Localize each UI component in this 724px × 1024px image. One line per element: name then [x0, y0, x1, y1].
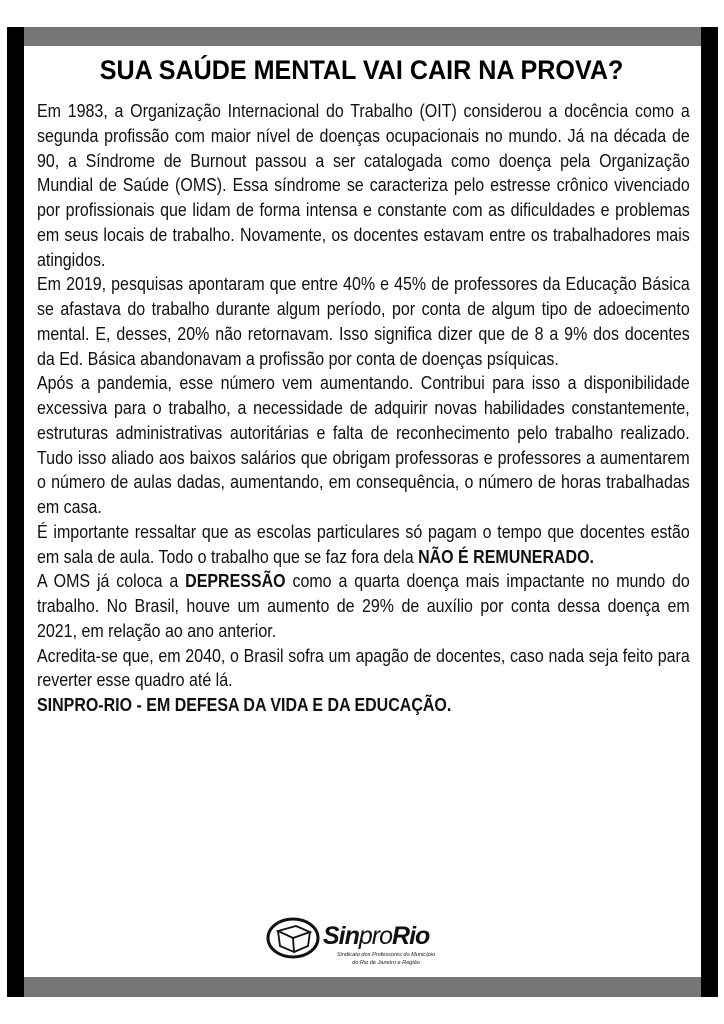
poster-title [24, 55, 700, 86]
paragraph-text: Acredita-se que, em 2040, o Brasil sofra um apagão de docentes, caso nada seja feito para reverter esse quadro até lá. [37, 644, 690, 691]
paragraph-text: como a quarta doença mais impactante no mundo do trabalho. No Brasil, houve um aumento de 29% de auxílio por conta dessa doença em 2021, em relação ao ano anterior. [37, 570, 690, 641]
logo-sin: Sin [323, 922, 359, 950]
poster-title-text: SUA SAÚDE MENTAL VAI CAIR NA PROVA? [100, 55, 624, 85]
paragraph-text: Em 1983, a Organização Internacional do Trabalho (OIT) considerou a docência como a segunda profissão com maior nível de doenças ocupacionais no mundo. Já na década de 90, a Síndrome de Burnout passou a ser catalogada como doença pela Organização Mundial de Saúde (OMS). Essa síndrome se caracteriza pelo estresse crônico vivenciado por profissionais que lidam de forma intensa e constante com as dificuldades e problemas em seus locais de trabalho. Novamente, os docentes estavam entre os trabalhadores mais atingidos. [37, 100, 690, 270]
paragraph-2040 [37, 644, 690, 694]
top-bar [24, 27, 701, 46]
emphasis-depressao: DEPRESSÃO [185, 570, 286, 592]
paragraph-text: Em 2019, pesquisas apontaram que entre 40% e 45% de professores da Educação Básica se afastava do trabalho durante algum período, por conta de algum tipo de adoecimento mental. E, desses, 20% não retornavam. Isso significa dizer que de 8 a 9% dos docentes da Ed. Básica abandonavam a profissão por conta de doenças psíquicas. [37, 273, 690, 369]
book-circle-icon [266, 916, 322, 960]
body-text [37, 99, 690, 718]
bottom-bar [24, 977, 701, 997]
paragraph-2019 [37, 272, 690, 371]
sinpro-rio-logo [266, 914, 456, 970]
closing-text: SINPRO-RIO - EM DEFESA DA VIDA E DA EDUCAÇÃO. [37, 694, 452, 715]
emphasis-nao-remunerado: NÃO É REMUNERADO. [418, 545, 594, 567]
paragraph-escolas [37, 520, 690, 570]
logo-rio: Rio [392, 922, 430, 950]
paragraph-oit [37, 99, 690, 272]
paragraph-text: É importante ressaltar que as escolas particulares só pagam o tempo que docentes estão em sala de aula. Todo o trabalho que se faz fora dela [37, 520, 690, 567]
paragraph-pandemia [37, 371, 690, 520]
paragraph-text: A OMS já coloca a [37, 570, 186, 592]
logo-subtitle [316, 951, 456, 967]
logo-wordmark [323, 922, 429, 951]
logo-subtitle-line: Sindicato dos Professores do Município [336, 952, 436, 958]
logo-subtitle-line: do Rio de Janeiro e Região [352, 960, 420, 966]
logo-pro: pro [358, 922, 393, 950]
paragraph-text: Após a pandemia, esse número vem aumentando. Contribui para isso a disponibilidade excessiva para o trabalho, a necessidade de adquirir novas habilidades constantemente, estruturas administrativas autoritárias e falta de reconhecimento pelo trabalho realizado. Tudo isso aliado aos baixos salários que obrigam professoras e professores a aumentarem o número de aulas dadas, aumentando, em consequência, o número de horas trabalhadas em casa. [37, 372, 690, 517]
right-border [701, 27, 718, 997]
closing-slogan [37, 693, 690, 718]
left-border [7, 27, 24, 997]
paragraph-oms [37, 569, 690, 643]
